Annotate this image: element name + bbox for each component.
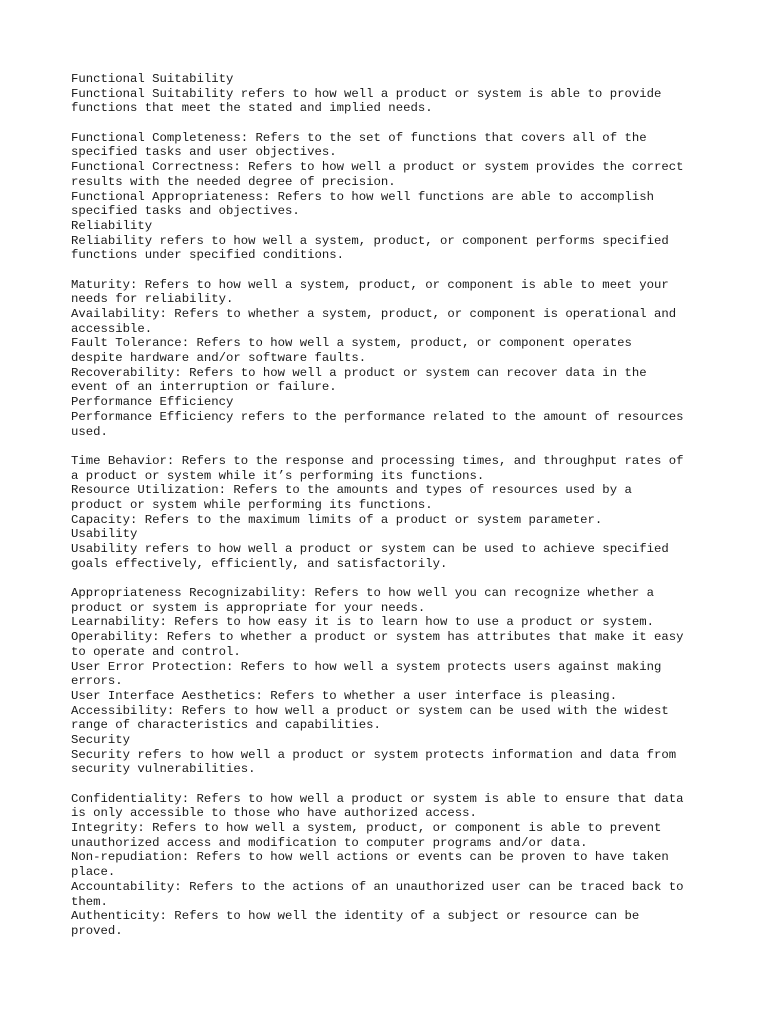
- text-line: Functional Completeness: Refers to the set of functions that covers all of the: [71, 130, 647, 145]
- text-line: a product or system while it’s performing its functions.: [71, 468, 485, 483]
- text-line: used.: [71, 424, 108, 439]
- text-line: security vulnerabilities.: [71, 762, 256, 777]
- blank-line: [71, 777, 711, 792]
- text-line: Operability: Refers to whether a product or system has attributes that make it easy: [71, 630, 684, 645]
- text-block: [71, 586, 711, 777]
- text-line: Non-repudiation: Refers to how well actions or events can be proven to have taken: [71, 850, 669, 865]
- document-page: [71, 72, 711, 939]
- text-line: is only accessible to those who have authorized access.: [71, 806, 477, 821]
- text-line: Functional Correctness: Refers to how well a product or system provides the correct: [71, 160, 684, 175]
- text-line: product or system while performing its functions.: [71, 497, 433, 512]
- text-line: unauthorized access and modification to computer programs and/or data.: [71, 835, 588, 850]
- text-block: [71, 131, 711, 263]
- text-line: Learnability: Refers to how easy it is to learn how to use a product or system.: [71, 615, 654, 630]
- text-line: Resource Utilization: Refers to the amounts and types of resources used by a: [71, 483, 632, 498]
- text-line: functions under specified conditions.: [71, 248, 345, 263]
- text-line: proved.: [71, 923, 123, 938]
- text-line: accessible.: [71, 321, 153, 336]
- section-heading: Usability: [71, 527, 138, 542]
- text-line: Fault Tolerance: Refers to how well a system, product, or component operates: [71, 336, 632, 351]
- text-line: Integrity: Refers to how well a system, product, or component is able to prevent: [71, 821, 662, 836]
- text-line: Time Behavior: Refers to the response and processing times, and throughput rates of: [71, 453, 684, 468]
- blank-line: [71, 439, 711, 454]
- text-line: Accessibility: Refers to how well a product or system can be used with the widest: [71, 703, 669, 718]
- text-line: despite hardware and/or software faults.: [71, 351, 367, 366]
- text-line: Reliability refers to how well a system, product, or component performs specified: [71, 233, 669, 248]
- text-line: Performance Efficiency refers to the performance related to the amount of resources: [71, 409, 684, 424]
- section-heading: Security: [71, 732, 131, 747]
- text-line: needs for reliability.: [71, 292, 234, 307]
- text-line: Security refers to how well a product or system protects information and data from: [71, 747, 677, 762]
- text-line: product or system is appropriate for your needs.: [71, 600, 426, 615]
- blank-line: [71, 571, 711, 586]
- text-line: errors.: [71, 674, 123, 689]
- text-line: to operate and control.: [71, 644, 241, 659]
- text-line: Appropriateness Recognizability: Refers to how well you can recognize whether a: [71, 586, 654, 601]
- text-block: [71, 454, 711, 572]
- text-block: [71, 792, 711, 939]
- text-block: [71, 278, 711, 440]
- text-line: Accountability: Refers to the actions of an unauthorized user can be traced back to: [71, 879, 684, 894]
- text-line: specified tasks and user objectives.: [71, 145, 337, 160]
- text-line: Recoverability: Refers to how well a product or system can recover data in the: [71, 365, 647, 380]
- text-line: Maturity: Refers to how well a system, product, or component is able to meet your: [71, 277, 669, 292]
- text-line: Functional Appropriateness: Refers to how well functions are able to accomplish: [71, 189, 654, 204]
- text-line: results with the needed degree of precision.: [71, 174, 396, 189]
- text-line: specified tasks and objectives.: [71, 204, 300, 219]
- text-line: functions that meet the stated and implied needs.: [71, 101, 433, 116]
- text-line: Confidentiality: Refers to how well a product or system is able to ensure that data: [71, 791, 684, 806]
- text-line: Availability: Refers to whether a system, product, or component is operational and: [71, 307, 677, 321]
- blank-line: [71, 116, 711, 131]
- text-line: Usability refers to how well a product or system can be used to achieve specified: [71, 542, 669, 556]
- blank-line: [71, 263, 711, 278]
- section-heading: Reliability: [71, 218, 153, 233]
- section-heading: Performance Efficiency: [71, 395, 234, 410]
- text-line: User Interface Aesthetics: Refers to whether a user interface is pleasing.: [71, 688, 618, 703]
- text-line: range of characteristics and capabilities.: [71, 718, 381, 733]
- text-line: them.: [71, 894, 108, 909]
- text-line: place.: [71, 865, 116, 880]
- text-line: event of an interruption or failure.: [71, 380, 337, 395]
- text-line: Capacity: Refers to the maximum limits of a product or system parameter.: [71, 512, 603, 527]
- text-line: Functional Suitability refers to how well a product or system is able to provide: [71, 86, 662, 101]
- text-line: Authenticity: Refers to how well the identity of a subject or resource can be: [71, 909, 640, 924]
- text-line: User Error Protection: Refers to how well a system protects users against making: [71, 659, 662, 674]
- section-heading: Functional Suitability: [71, 72, 234, 86]
- text-line: goals effectively, efficiently, and satisfactorily.: [71, 556, 448, 571]
- text-block: [71, 72, 711, 116]
